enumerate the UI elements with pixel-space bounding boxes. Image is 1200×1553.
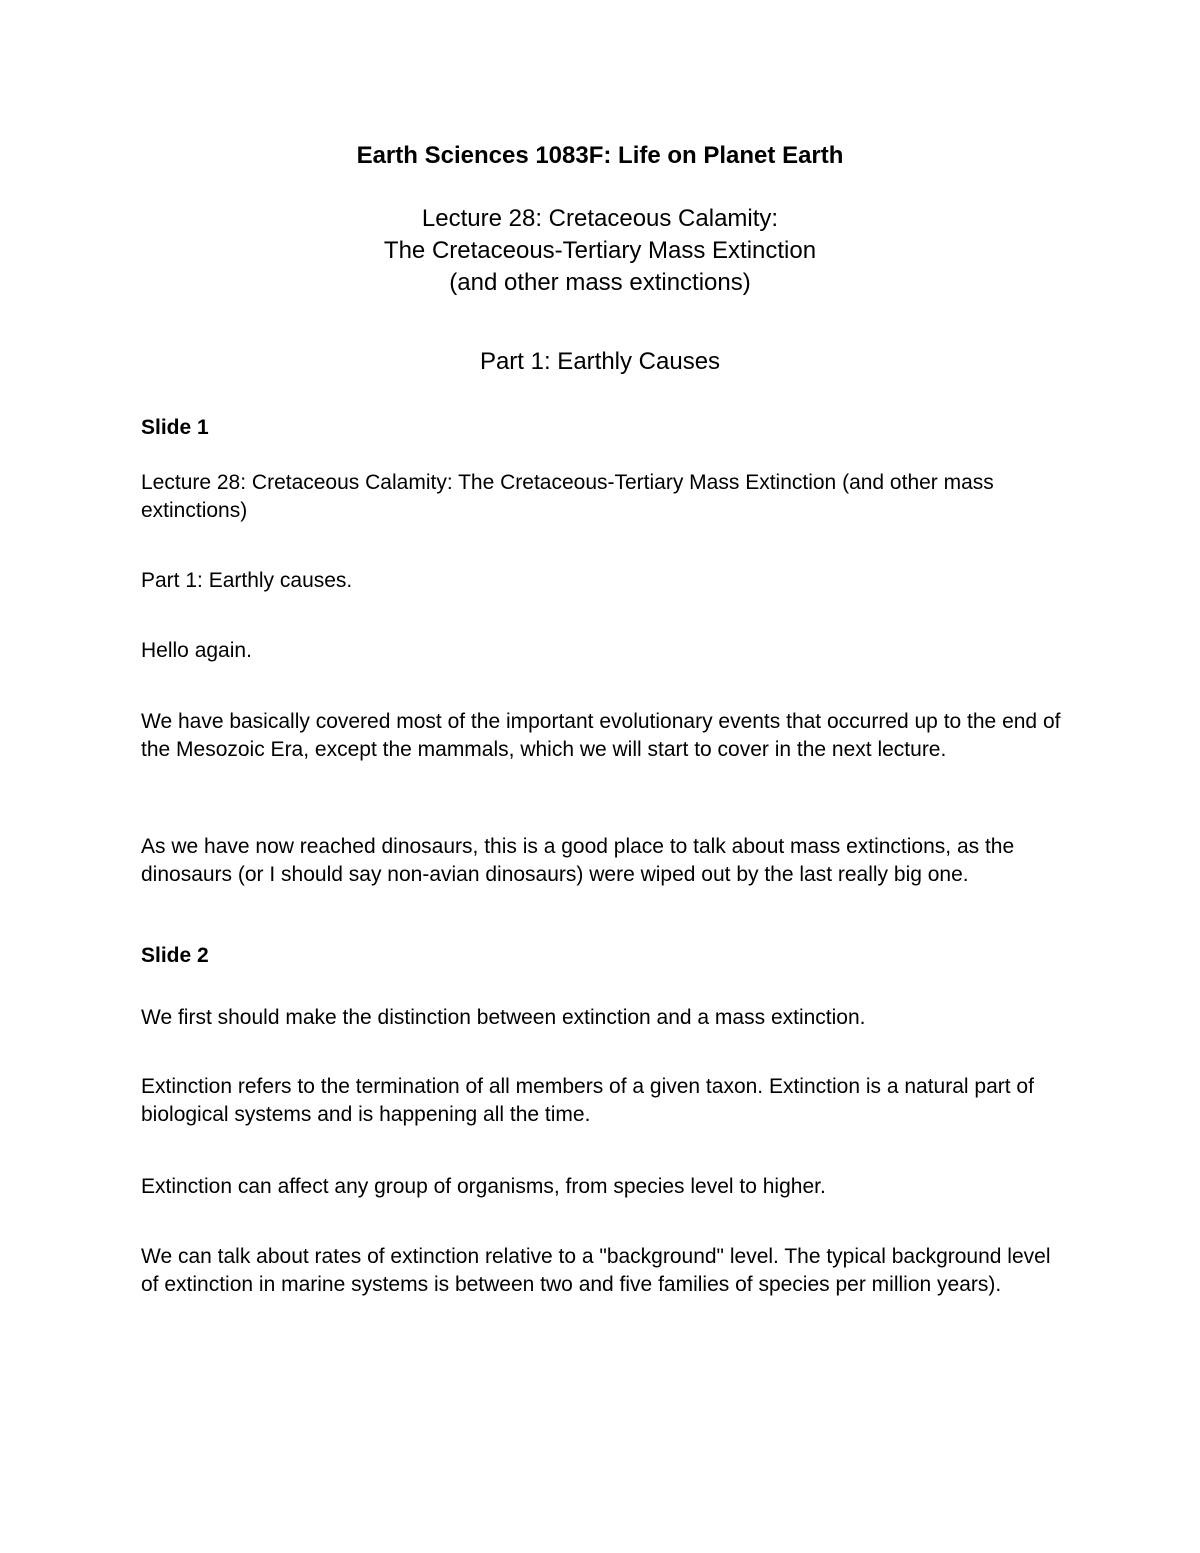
document-title: Earth Sciences 1083F: Life on Planet Earth — [356, 142, 844, 169]
slide-1-paragraph-2: Part 1: Earthly causes. — [141, 569, 353, 592]
part-heading: Part 1: Earthly Causes — [479, 348, 721, 375]
lecture-title-line-1: Lecture 28: Cretaceous Calamity: — [421, 205, 779, 232]
slide-2-paragraph-1: We first should make the distinction between extinction and a mass extinction. — [141, 1006, 866, 1029]
slide-2-paragraph-3: Extinction can affect any group of organisms, from species level to higher. — [141, 1175, 826, 1198]
slide-2-paragraph-4: We can talk about rates of extinction relative to a "background" level. The typical background level of extinction in marine systems is between two and five families of species per million years). — [141, 1245, 1051, 1296]
slide-1-paragraph-4: We have basically covered most of the important evolutionary events that occurred up to the end of the Mesozoic Era, except the mammals, which we will start to cover in the next lecture. — [141, 710, 1061, 761]
slide-2-paragraph-2: Extinction refers to the termination of all members of a given taxon. Extinction is a natural part of biological systems and is happening all the time. — [141, 1075, 1034, 1126]
slide-1-heading: Slide 1 — [141, 416, 209, 439]
lecture-title-line-3: (and other mass extinctions) — [449, 269, 751, 296]
slide-1-paragraph-1: Lecture 28: Cretaceous Calamity: The Cretaceous-Tertiary Mass Extinction (and other mass extinctions) — [141, 471, 994, 522]
slide-1-paragraph-5: As we have now reached dinosaurs, this is a good place to talk about mass extinctions, as the dinosaurs (or I should say non-avian dinosaurs) were wiped out by the last really big one. — [141, 835, 1015, 886]
slide-1-paragraph-3: Hello again. — [141, 639, 252, 662]
slide-2-heading: Slide 2 — [141, 944, 209, 967]
lecture-title-line-2: The Cretaceous-Tertiary Mass Extinction — [383, 237, 817, 264]
